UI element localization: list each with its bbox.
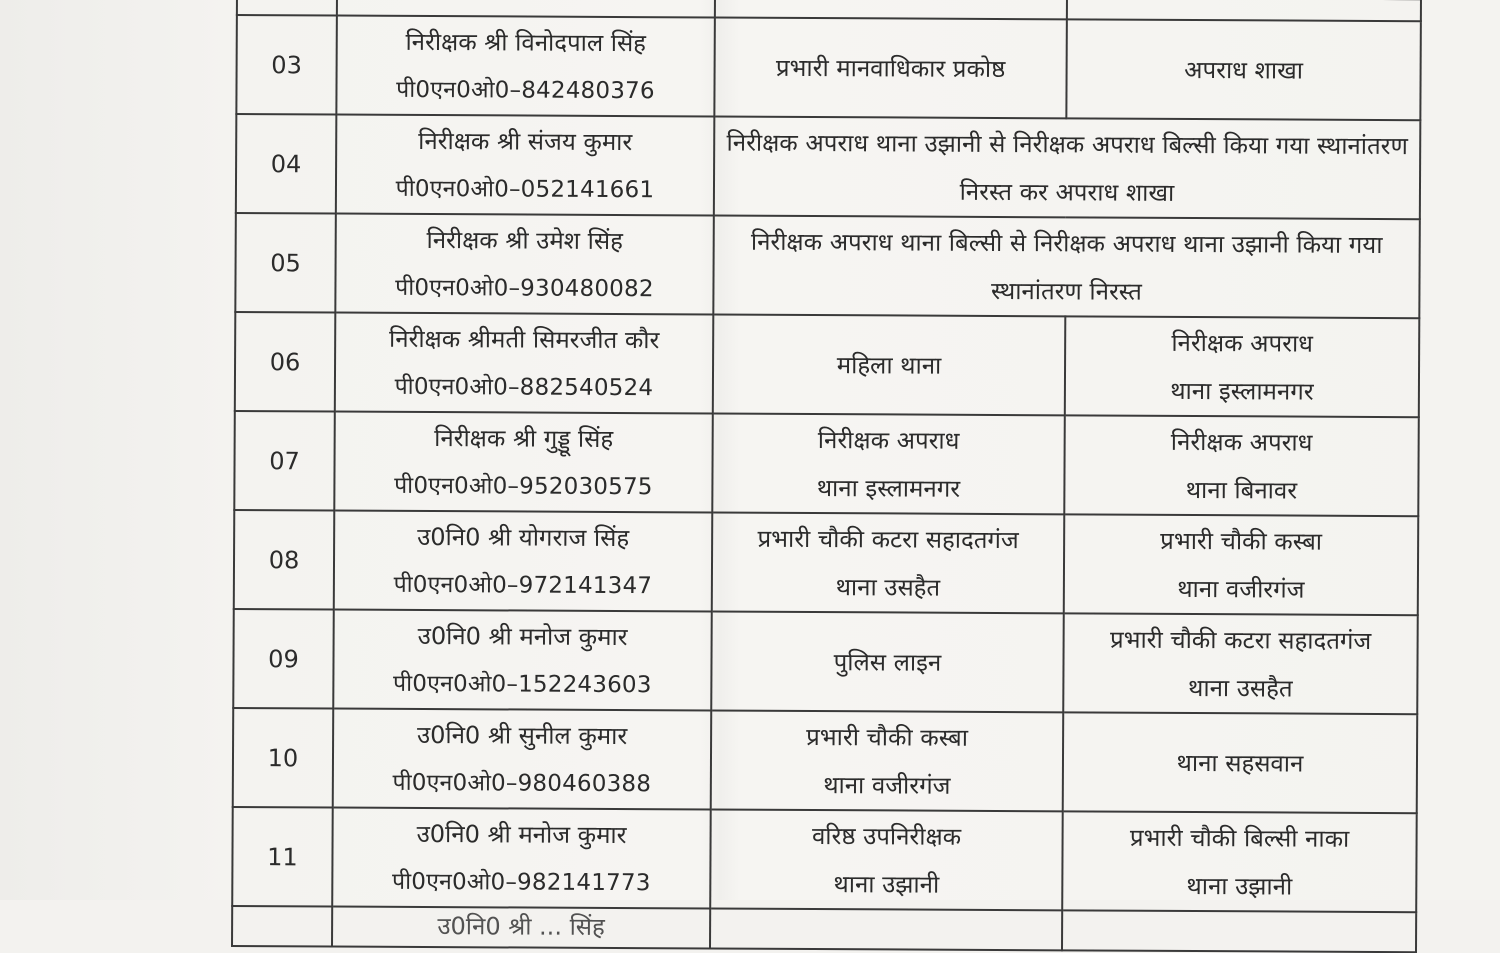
officer-name: उ0नि0 श्री मनोज कुमार	[417, 621, 628, 651]
officer-name-partial: उ0नि0 श्री ... सिंह	[437, 912, 605, 941]
to-posting-line-1: प्रभारी चौकी बिल्सी नाका	[1129, 823, 1350, 853]
table-row	[234, 411, 1419, 516]
from-posting-cell: पुलिस लाइन	[711, 611, 1064, 712]
to-posting-cell	[1064, 415, 1419, 516]
transfer-order-table	[231, 0, 1422, 953]
from-posting-cell	[711, 710, 1064, 811]
remark-text: निरीक्षक अपराध थाना बिल्सी से निरीक्षक अपराध थाना उझानी किया गया स्थानांतरण निरस्त	[750, 227, 1383, 306]
table-row	[232, 807, 1417, 912]
from-posting-line-2: थाना इस्लामनगर	[816, 473, 961, 503]
serial-number-cell: 04	[236, 114, 337, 214]
remark-cell	[713, 216, 1420, 319]
officer-name: उ0नि0 श्री मनोज कुमार	[416, 819, 627, 849]
from-posting-line-2: थाना उझानी	[833, 869, 940, 899]
officer-cell	[332, 808, 711, 909]
to-posting-line-1: निरीक्षक अपराध	[1170, 427, 1313, 457]
from-posting-line-1: निरीक्षक अपराध	[817, 425, 960, 455]
to-posting-line-2: थाना उसहैत	[1188, 673, 1293, 703]
from-posting-line-2: थाना उसहैत	[835, 572, 941, 602]
remark-text: निरीक्षक अपराध थाना उझानी से निरीक्षक अपराध बिल्सी किया गया स्थानांतरण निरस्त कर अपराध शाखा	[726, 128, 1408, 207]
officer-cell	[336, 16, 715, 117]
officer-pno: पी0एन0ओ0–842480376	[396, 76, 655, 104]
officer-cell	[336, 115, 715, 216]
table-row	[233, 708, 1418, 813]
officer-name: निरीक्षक श्री गुड्डू सिंह	[434, 423, 614, 453]
officer-name: उ0नि0 श्री सुनील कुमार	[416, 720, 628, 750]
to-posting-cell: अपराध शाखा	[1066, 19, 1421, 120]
serial-number-cell: 11	[232, 807, 333, 907]
to-posting-line-2: थाना इस्लामनगर	[1170, 376, 1314, 406]
from-posting-line-1: प्रभारी चौकी कटरा सहादतगंज	[757, 524, 1019, 554]
from-posting-cell: प्रभारी मानवाधिकार प्रकोष्ठ	[714, 18, 1067, 119]
officer-cell	[335, 313, 714, 414]
serial-number-cell: 10	[233, 708, 334, 808]
officer-pno: पी0एन0ओ0–930480082	[395, 274, 654, 302]
serial-number-cell: 09	[233, 609, 334, 709]
from-posting-line-2: थाना वजीरगंज	[823, 770, 951, 800]
officer-pno: पी0एन0ओ0–952030575	[394, 472, 653, 500]
to-posting-cell	[1063, 613, 1418, 714]
to-posting-line-2: थाना वजीरगंज	[1177, 574, 1305, 604]
serial-number-cell: 03	[236, 15, 337, 115]
from-posting-cell	[712, 513, 1065, 614]
from-posting-line-1: प्रभारी चौकी कस्बा	[806, 722, 969, 752]
officer-cell-partial	[332, 907, 710, 949]
from-posting-line-1: वरिष्ठ उपनिरीक्षक	[811, 821, 962, 851]
officer-name: उ0नि0 श्री योगराज सिंह	[417, 522, 630, 552]
table-row	[235, 213, 1420, 318]
to-posting-line-1: प्रभारी चौकी कस्बा	[1160, 526, 1323, 556]
officer-cell	[335, 214, 714, 315]
table-row	[233, 609, 1418, 714]
table-row	[235, 312, 1420, 417]
officer-cell	[333, 610, 712, 711]
to-posting-line-1: निरीक्षक अपराध	[1171, 328, 1314, 358]
officer-pno: पी0एन0ओ0–152243603	[393, 670, 652, 698]
table-row	[234, 510, 1419, 615]
officer-pno: पी0एन0ओ0–052141661	[395, 175, 655, 203]
table-row-partial	[232, 906, 1416, 952]
serial-number-cell: 08	[234, 510, 335, 610]
officer-name: निरीक्षक श्री विनोदपाल सिंह	[405, 27, 647, 57]
serial-number-cell: 05	[235, 213, 336, 313]
to-posting-cell: थाना सहसवान	[1063, 712, 1418, 813]
to-posting-cell	[1062, 811, 1417, 912]
to-posting-line-1: प्रभारी चौकी कटरा सहादतगंज	[1109, 625, 1372, 655]
to-posting-cell	[1065, 316, 1420, 417]
from-posting-cell	[712, 414, 1065, 515]
to-posting-cell	[1064, 514, 1419, 615]
officer-name: निरीक्षक श्री उमेश सिंह	[426, 225, 623, 255]
table-row	[236, 15, 1421, 120]
officer-pno: पी0एन0ओ0–972141347	[393, 571, 653, 599]
serial-number-cell: 07	[234, 411, 335, 511]
to-posting-line-2: थाना उझानी	[1186, 871, 1293, 901]
from-posting-cell: महिला थाना	[713, 315, 1066, 416]
officer-pno: पी0एन0ओ0–982141773	[391, 868, 651, 896]
remark-cell	[714, 117, 1421, 220]
table-row	[236, 114, 1421, 219]
to-posting-line-2: थाना बिनावर	[1185, 475, 1298, 505]
officer-cell	[334, 412, 713, 513]
serial-number-cell: 06	[235, 312, 336, 412]
officer-name: निरीक्षक श्रीमती सिमरजीत कौर	[388, 324, 660, 354]
officer-cell	[333, 709, 712, 810]
officer-pno: पी0एन0ओ0–980460388	[392, 769, 652, 797]
officer-name: निरीक्षक श्री संजय कुमार	[418, 126, 633, 156]
from-posting-cell	[710, 809, 1063, 910]
officer-cell	[334, 511, 713, 612]
officer-pno: पी0एन0ओ0–882540524	[394, 373, 654, 401]
